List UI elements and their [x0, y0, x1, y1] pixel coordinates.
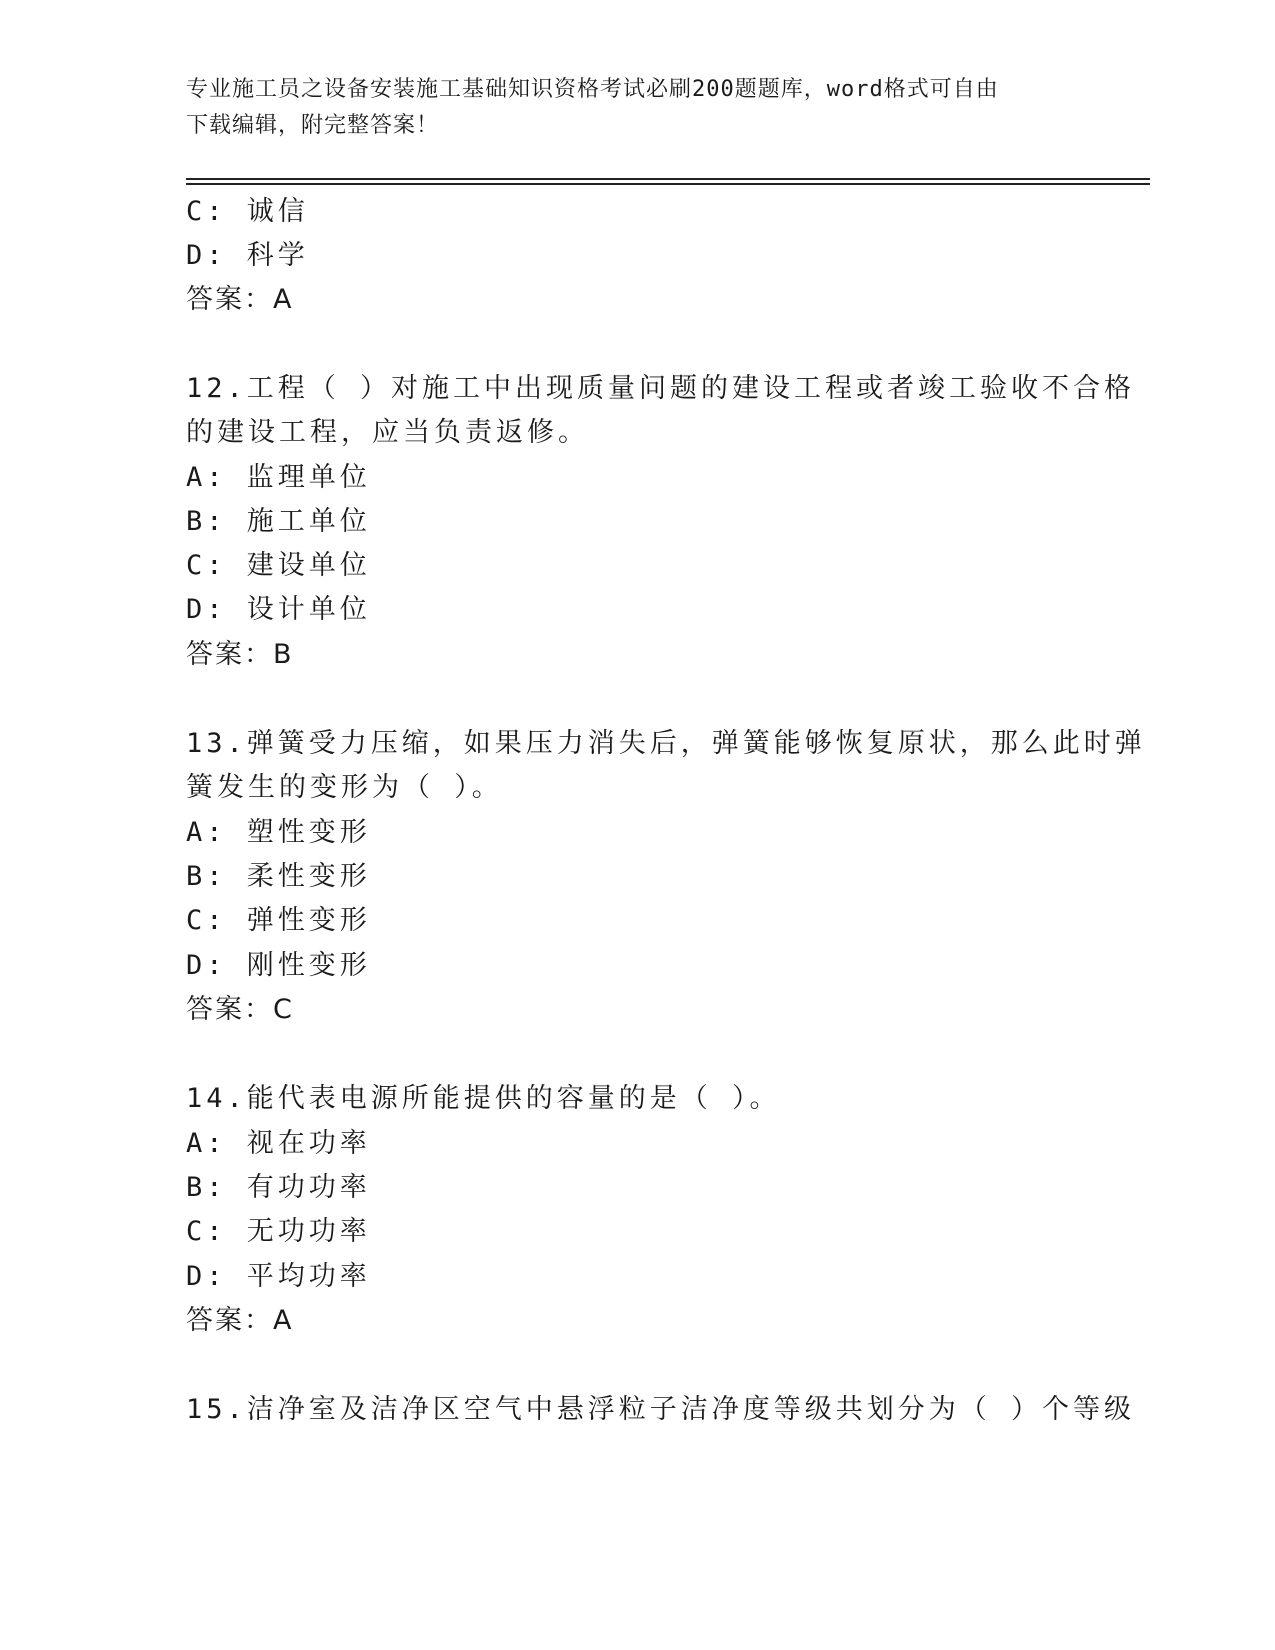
q13-option-b: B: 柔性变形	[186, 861, 371, 892]
prev-option-c: C: 诚信	[186, 196, 309, 227]
q14-option-c: C: 无功功率	[186, 1216, 371, 1247]
q12-stem-line-1: 12.工程（ ）对施工中出现质量问题的建设工程或者竣工验收不合格	[186, 373, 1136, 404]
q14-stem-line-1: 14.能代表电源所能提供的容量的是（ ）。	[186, 1083, 781, 1114]
page-header	[186, 72, 1086, 144]
q14-option-b: B: 有功功率	[186, 1172, 371, 1203]
prev-option-d: D: 科学	[186, 240, 309, 271]
header-line-2: 下载编辑，附完整答案！	[186, 113, 440, 138]
q12-option-a: A: 监理单位	[186, 462, 371, 493]
q12-option-b: B: 施工单位	[186, 506, 371, 537]
q14-option-a: A: 视在功率	[186, 1128, 371, 1159]
q13-option-d: D: 刚性变形	[186, 950, 371, 981]
q13-option-c: C: 弹性变形	[186, 905, 371, 936]
q13-stem-line-1: 13.弹簧受力压缩，如果压力消失后，弹簧能够恢复原状，那么此时弹	[186, 728, 1146, 759]
q14-answer: 答案：A	[186, 1305, 294, 1336]
q13-answer: 答案：C	[186, 994, 294, 1025]
q12-option-c: C: 建设单位	[186, 550, 371, 581]
q13-option-a: A: 塑性变形	[186, 817, 371, 848]
q15-stem-line-1: 15.洁净室及洁净区空气中悬浮粒子洁净度等级共划分为（ ）个等级	[186, 1394, 1136, 1425]
header-divider-top	[186, 178, 1150, 180]
q14-option-d: D: 平均功率	[186, 1261, 371, 1292]
prev-answer: 答案：A	[186, 284, 294, 315]
header-line-1: 专业施工员之设备安装施工基础知识资格考试必刷200题题库，word格式可自由	[186, 77, 999, 102]
q13-stem-line-2: 簧发生的变形为（ ）。	[186, 772, 503, 803]
q12-option-d: D: 设计单位	[186, 594, 371, 625]
header-divider-bottom	[186, 183, 1150, 185]
q12-answer: 答案：B	[186, 639, 294, 670]
q12-stem-line-2: 的建设工程，应当负责返修。	[186, 417, 589, 448]
